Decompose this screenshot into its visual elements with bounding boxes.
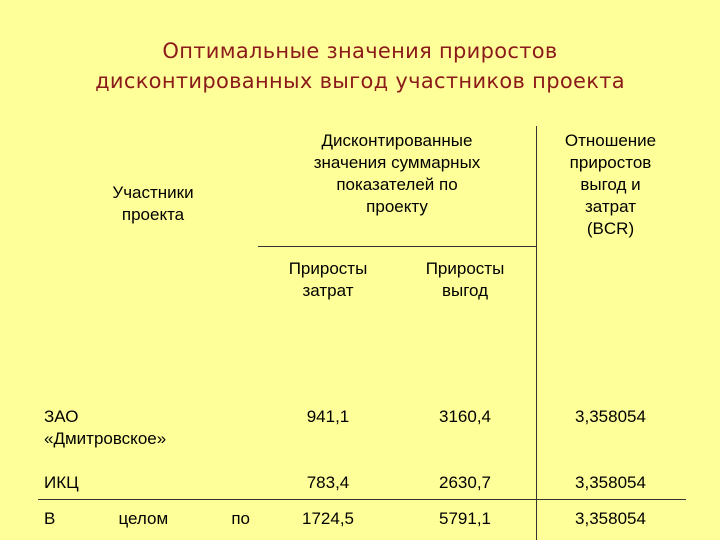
header-cost-growth (262, 258, 394, 302)
row-2-benefits: 2630,7 (439, 473, 491, 492)
page-title (0, 36, 720, 96)
ratio-column-divider (536, 126, 537, 540)
header-participants (78, 182, 228, 226)
header-cost-growth-line: Приросты (288, 259, 368, 278)
header-participants-line: проекта (121, 205, 185, 224)
participant-line: «Дмитровское» (44, 429, 167, 448)
row-3-benefits: 5791,1 (439, 509, 491, 528)
row-3-bcr: 3,358054 (575, 509, 646, 528)
header-discounted-line: проекту (366, 197, 428, 216)
header-discounted-line: показателей по (336, 175, 458, 194)
row-1-participant (44, 406, 244, 450)
header-discounted-line: Дисконтированные (321, 131, 473, 150)
header-ratio-line: (BCR) (586, 219, 635, 238)
header-divider (258, 246, 536, 247)
header-discounted (258, 130, 536, 218)
header-cost-growth-line: затрат (302, 281, 354, 300)
title-line-2: дисконтированных выгод участников проекта (95, 69, 625, 93)
header-ratio-line: выгод и (580, 175, 641, 194)
participant-word: В (44, 509, 56, 528)
header-participants-line: Участники (112, 183, 194, 202)
participant-word: по (231, 509, 250, 528)
header-benefit-growth (394, 258, 536, 302)
row-3-participant (44, 508, 250, 530)
row-3-costs: 1724,5 (302, 509, 354, 528)
header-benefit-growth-line: выгод (441, 281, 489, 300)
header-benefit-growth-line: Приросты (425, 259, 505, 278)
header-ratio-line: затрат (585, 197, 636, 216)
title-line-1: Оптимальные значения приростов (162, 39, 558, 63)
row-1-costs: 941,1 (306, 407, 350, 426)
participant-word: целом (118, 509, 169, 528)
header-ratio-line: Отношение (564, 131, 657, 150)
row-1-bcr: 3,358054 (575, 407, 646, 426)
header-discounted-line: значения суммарных (313, 153, 481, 172)
row-divider (38, 499, 686, 500)
participant-line: ЗАО (44, 407, 79, 426)
row-2-bcr: 3,358054 (575, 473, 646, 492)
header-ratio (538, 130, 683, 240)
participant-line: ИКЦ (44, 473, 79, 492)
row-2-costs: 783,4 (306, 473, 350, 492)
row-2-participant (44, 472, 244, 494)
row-1-benefits: 3160,4 (439, 407, 491, 426)
header-ratio-line: приростов (569, 153, 652, 172)
